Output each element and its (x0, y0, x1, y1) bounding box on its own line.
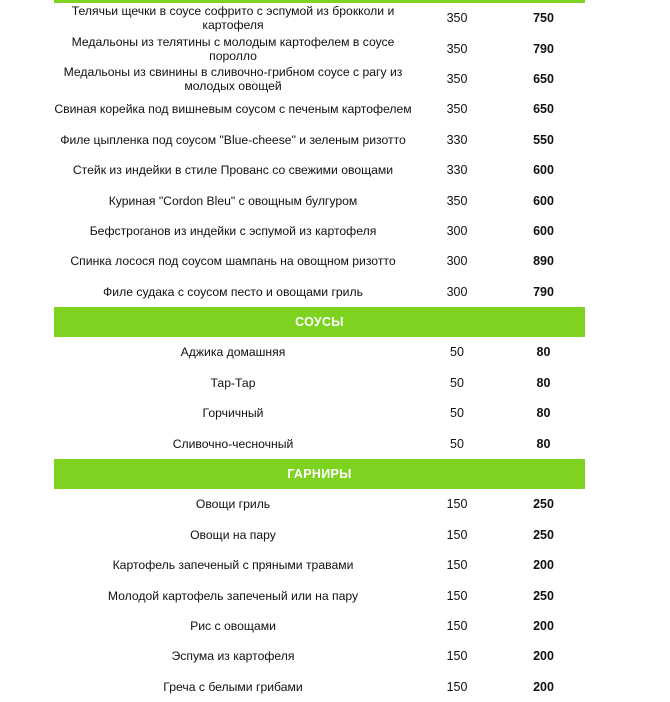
dish-weight: 150 (446, 619, 468, 633)
dish-weight: 350 (446, 71, 468, 86)
dish-name: Молодой картофель запеченый или на пару (107, 588, 359, 603)
menu-row (54, 398, 585, 428)
dish-weight: 350 (446, 41, 468, 56)
menu-row (54, 489, 585, 519)
dish-name: Медальоны из свинины в сливочно-грибном соусе с рагу из молодых овощей (63, 64, 403, 93)
dish-name: Бефстроганов из индейки с эспумой из картофеля (89, 223, 377, 238)
dish-name: Овощи гриль (195, 497, 271, 512)
dish-price: 200 (533, 649, 554, 664)
dish-weight: 150 (446, 588, 468, 603)
main-dishes-list (54, 3, 585, 307)
dish-price: 80 (536, 406, 551, 421)
garnishes-list (54, 489, 585, 702)
dish-weight: 150 (446, 679, 468, 694)
dish-price: 80 (536, 436, 551, 451)
dish-price: 200 (533, 679, 554, 694)
menu-row (54, 611, 585, 641)
dish-weight: 300 (446, 223, 468, 238)
dish-price: 650 (533, 102, 554, 117)
dish-name: Свиная корейка под вишневым соусом с печеным картофелем (54, 102, 412, 117)
menu-row (54, 337, 585, 367)
dish-name: Овощи на пару (190, 527, 276, 542)
dish-price: 890 (533, 254, 554, 269)
dish-weight: 150 (446, 497, 468, 512)
dish-price: 600 (533, 193, 554, 208)
dish-name: Эспума из картофеля (171, 649, 295, 664)
menu-row (54, 672, 585, 702)
dish-price: 250 (533, 497, 554, 512)
menu-row (54, 33, 585, 63)
dish-weight: 50 (450, 375, 464, 390)
dish-price: 550 (533, 132, 554, 147)
dish-name: Тар-Тар (210, 375, 256, 390)
dish-price: 200 (533, 558, 554, 573)
dish-price: 650 (533, 71, 554, 86)
menu-row (54, 94, 585, 124)
menu-row (54, 125, 585, 155)
dish-name: Филе судака с соусом песто и овощами гриль (103, 284, 363, 299)
dish-name: Филе цыпленка под соусом "Blue-cheese" и зеленым ризотто (60, 132, 406, 147)
menu-row (54, 641, 585, 671)
menu-row (54, 550, 585, 580)
dish-weight: 350 (446, 11, 468, 26)
dish-weight: 330 (446, 163, 468, 178)
menu-row (54, 185, 585, 215)
menu-row (54, 580, 585, 610)
dish-name: Рис с овощами (190, 619, 276, 633)
section-header-garnishes: ГАРНИРЫ (54, 459, 585, 489)
dish-weight: 330 (446, 132, 468, 147)
dish-name: Греча с белыми грибами (163, 679, 303, 694)
dish-weight: 300 (446, 284, 468, 299)
dish-price: 750 (533, 11, 554, 26)
menu-row (54, 216, 585, 246)
dish-price: 790 (533, 41, 554, 56)
dish-name: Аджика домашняя (180, 345, 286, 360)
dish-price: 250 (533, 588, 554, 603)
menu-row (54, 155, 585, 185)
dish-weight: 150 (446, 649, 468, 664)
dish-name: Картофель запеченый с пряными травами (112, 558, 354, 573)
dish-name: Спинка лосося под соусом шампань на овощном ризотто (70, 254, 396, 269)
menu-row (54, 368, 585, 398)
dish-price: 600 (533, 163, 554, 178)
dish-weight: 50 (450, 436, 464, 451)
dish-name: Куриная "Cordon Bleu" с овощным булгуром (108, 193, 358, 208)
dish-price: 200 (533, 619, 554, 633)
dish-name: Сливочно-чесночный (172, 436, 294, 451)
dish-price: 600 (533, 223, 554, 238)
dish-weight: 300 (446, 254, 468, 269)
dish-weight: 350 (446, 193, 468, 208)
menu-row (54, 246, 585, 276)
dish-price: 250 (533, 527, 554, 542)
dish-price: 80 (536, 345, 551, 360)
menu-row (54, 277, 585, 307)
menu-row (54, 64, 585, 94)
menu-row (54, 520, 585, 550)
dish-weight: 350 (446, 102, 468, 117)
dish-weight: 150 (446, 527, 468, 542)
menu-row (54, 428, 585, 458)
dish-price: 790 (533, 284, 554, 299)
dish-name: Медальоны из телятины с молодым картофелем в соусе поролло (71, 34, 395, 63)
dish-weight: 150 (446, 558, 468, 573)
dish-weight: 50 (450, 406, 464, 421)
menu-row (54, 3, 585, 33)
dish-price: 80 (536, 375, 551, 390)
dish-weight: 50 (450, 345, 464, 360)
section-header-sauces: СОУСЫ (54, 307, 585, 337)
dish-name: Горчичный (202, 406, 264, 421)
dish-name: Телячьи щечки в соусе софрито с эспумой из брокколи и картофеля (71, 4, 395, 33)
menu-table (54, 0, 585, 702)
sauces-list (54, 337, 585, 459)
dish-name: Стейк из индейки в стиле Прованс со свежими овощами (72, 163, 394, 178)
